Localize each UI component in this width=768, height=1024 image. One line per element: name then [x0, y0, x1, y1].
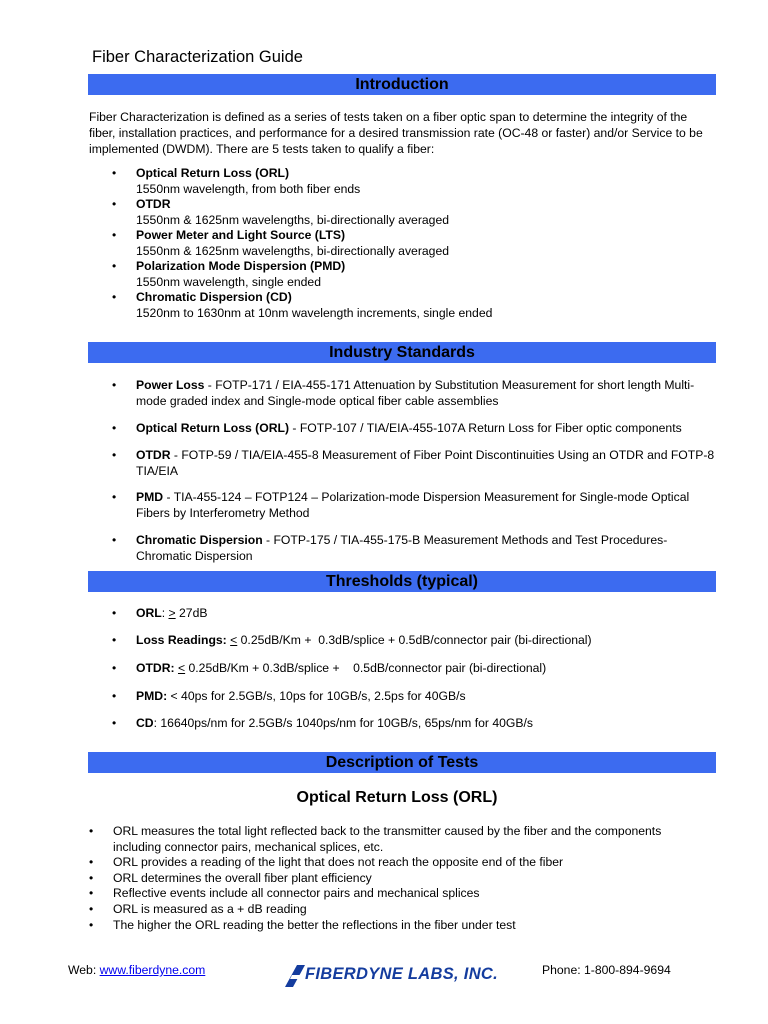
- bullet-icon: •: [89, 902, 94, 916]
- test-title: Chromatic Dispersion (CD): [136, 290, 292, 304]
- standard-text: - FOTP-171 / EIA-455-171 Attenuation by Substitution Measurement for short length Multi-mode graded index and Single-mode optical fiber cable assemblies: [136, 378, 695, 408]
- threshold-name: PMD:: [136, 689, 168, 703]
- threshold-symbol: <: [230, 633, 238, 647]
- bullet-icon: •: [112, 533, 117, 547]
- standard-name: PMD: [136, 490, 164, 504]
- threshold-name: CD: [136, 716, 154, 730]
- bullet-icon: •: [112, 290, 117, 304]
- bullet-icon: •: [112, 259, 117, 273]
- footer-web: [68, 963, 205, 977]
- threshold-text: 16640ps/nm for 2.5GB/s 1040ps/nm for 10GB/s, 65ps/nm for 40GB/s: [160, 716, 533, 730]
- bullet-icon: •: [89, 824, 94, 838]
- bullet-icon: •: [112, 689, 117, 703]
- bullet-icon: •: [89, 855, 94, 869]
- threshold-name: ORL: [136, 606, 162, 620]
- orl-item-text: Reflective events include all connector pairs and mechanical splices: [113, 886, 480, 900]
- bullet-icon: •: [112, 490, 117, 504]
- standard-name: OTDR: [136, 448, 171, 462]
- bullet-icon: •: [89, 918, 94, 932]
- test-title: Optical Return Loss (ORL): [136, 166, 290, 180]
- bullet-icon: •: [89, 871, 94, 885]
- document-title: Fiber Characterization Guide: [92, 48, 303, 66]
- orl-item-text: ORL is measured as a + dB reading: [113, 902, 307, 916]
- standard-text: - TIA-455-124 – FOTP124 – Polarization-mode Dispersion Measurement for Single-mode Optical Fibers by Interferometry Method: [136, 490, 690, 520]
- footer-phone: Phone: 1-800-894-9694: [542, 963, 671, 977]
- threshold-separator: :: [161, 606, 169, 620]
- threshold-separator: :: [153, 716, 161, 730]
- test-title: Power Meter and Light Source (LTS): [136, 228, 346, 242]
- test-detail: 1550nm wavelength, single ended: [136, 274, 321, 289]
- section-header-standards: Industry Standards: [88, 342, 716, 363]
- test-detail: 1550nm wavelength, from both fiber ends: [136, 181, 361, 196]
- bullet-icon: •: [112, 166, 117, 180]
- threshold-text: 0.25dB/Km + 0.3dB/splice + 0.5dB/connector pair (bi-directional): [185, 661, 547, 675]
- threshold-symbol: <: [177, 661, 186, 675]
- intro-paragraph: Fiber Characterization is defined as a series of tests taken on a fiber optic span to determine the integrity of the fiber, installation practices, and performance for a desired transmission rate (OC-48 or faster) and/or Service to be implemented (DWDM). There are 5 tests taken to qualify a fiber:: [89, 110, 703, 156]
- bullet-icon: •: [112, 197, 117, 211]
- section-header-thresholds: Thresholds (typical): [88, 571, 716, 592]
- website-link[interactable]: www.fiberdyne.com: [99, 963, 206, 977]
- orl-item-text: ORL determines the overall fiber plant efficiency: [113, 871, 372, 885]
- bullet-icon: •: [112, 421, 117, 435]
- bullet-icon: •: [112, 716, 117, 730]
- bullet-icon: •: [89, 886, 94, 900]
- logo-text: FIBERDYNE LABS, INC.: [305, 965, 499, 983]
- standard-text: - FOTP-107 / TIA/EIA-455-107A Return Loss for Fiber optic components: [289, 421, 682, 435]
- orl-item-text: ORL measures the total light reflected back to the transmitter caused by the fiber and the components including connector pairs, mechanical splices, etc.: [113, 824, 662, 854]
- test-detail: 1520nm to 1630nm at 10nm wavelength increments, single ended: [136, 305, 493, 320]
- bullet-icon: •: [112, 228, 117, 242]
- orl-item-text: The higher the ORL reading the better the reflections in the fiber under test: [113, 918, 516, 932]
- bullet-icon: •: [112, 378, 117, 392]
- standard-name: Optical Return Loss (ORL): [136, 421, 290, 435]
- threshold-name: Loss Readings:: [136, 633, 227, 647]
- company-logo: [283, 959, 499, 989]
- test-detail: 1550nm & 1625nm wavelengths, bi-directionally averaged: [136, 212, 450, 227]
- orl-heading: Optical Return Loss (ORL): [296, 789, 498, 806]
- threshold-symbol: >: [168, 606, 176, 620]
- footer-web-label: Web:: [68, 963, 100, 977]
- standard-text: - FOTP-175 / TIA-455-175-B Measurement Methods and Test Procedures-Chromatic Dispersion: [136, 533, 668, 563]
- standard-name: Chromatic Dispersion: [136, 533, 263, 547]
- bullet-icon: •: [112, 661, 117, 675]
- section-header-tests: Description of Tests: [88, 752, 716, 773]
- bullet-icon: •: [112, 606, 117, 620]
- threshold-name: OTDR:: [136, 661, 175, 675]
- bullet-icon: •: [112, 448, 117, 462]
- standard-name: Power Loss: [136, 378, 205, 392]
- test-title: Polarization Mode Dispersion (PMD): [136, 259, 346, 273]
- threshold-text: 0.25dB/Km + 0.3dB/splice + 0.5dB/connector pair (bi-directional): [237, 633, 592, 647]
- orl-item-text: ORL provides a reading of the light that does not reach the opposite end of the fiber: [113, 855, 564, 869]
- threshold-text: 27dB: [175, 606, 208, 620]
- test-detail: 1550nm & 1625nm wavelengths, bi-directionally averaged: [136, 243, 450, 258]
- test-title: OTDR: [136, 197, 171, 211]
- threshold-text: < 40ps for 2.5GB/s, 10ps for 10GB/s, 2.5ps for 40GB/s: [170, 689, 466, 703]
- section-header-introduction: Introduction: [88, 74, 716, 95]
- standard-text: - FOTP-59 / TIA/EIA-455-8 Measurement of Fiber Point Discontinuities Using an OTDR and FOTP-8 TIA/EIA: [136, 448, 715, 478]
- bullet-icon: •: [112, 633, 117, 647]
